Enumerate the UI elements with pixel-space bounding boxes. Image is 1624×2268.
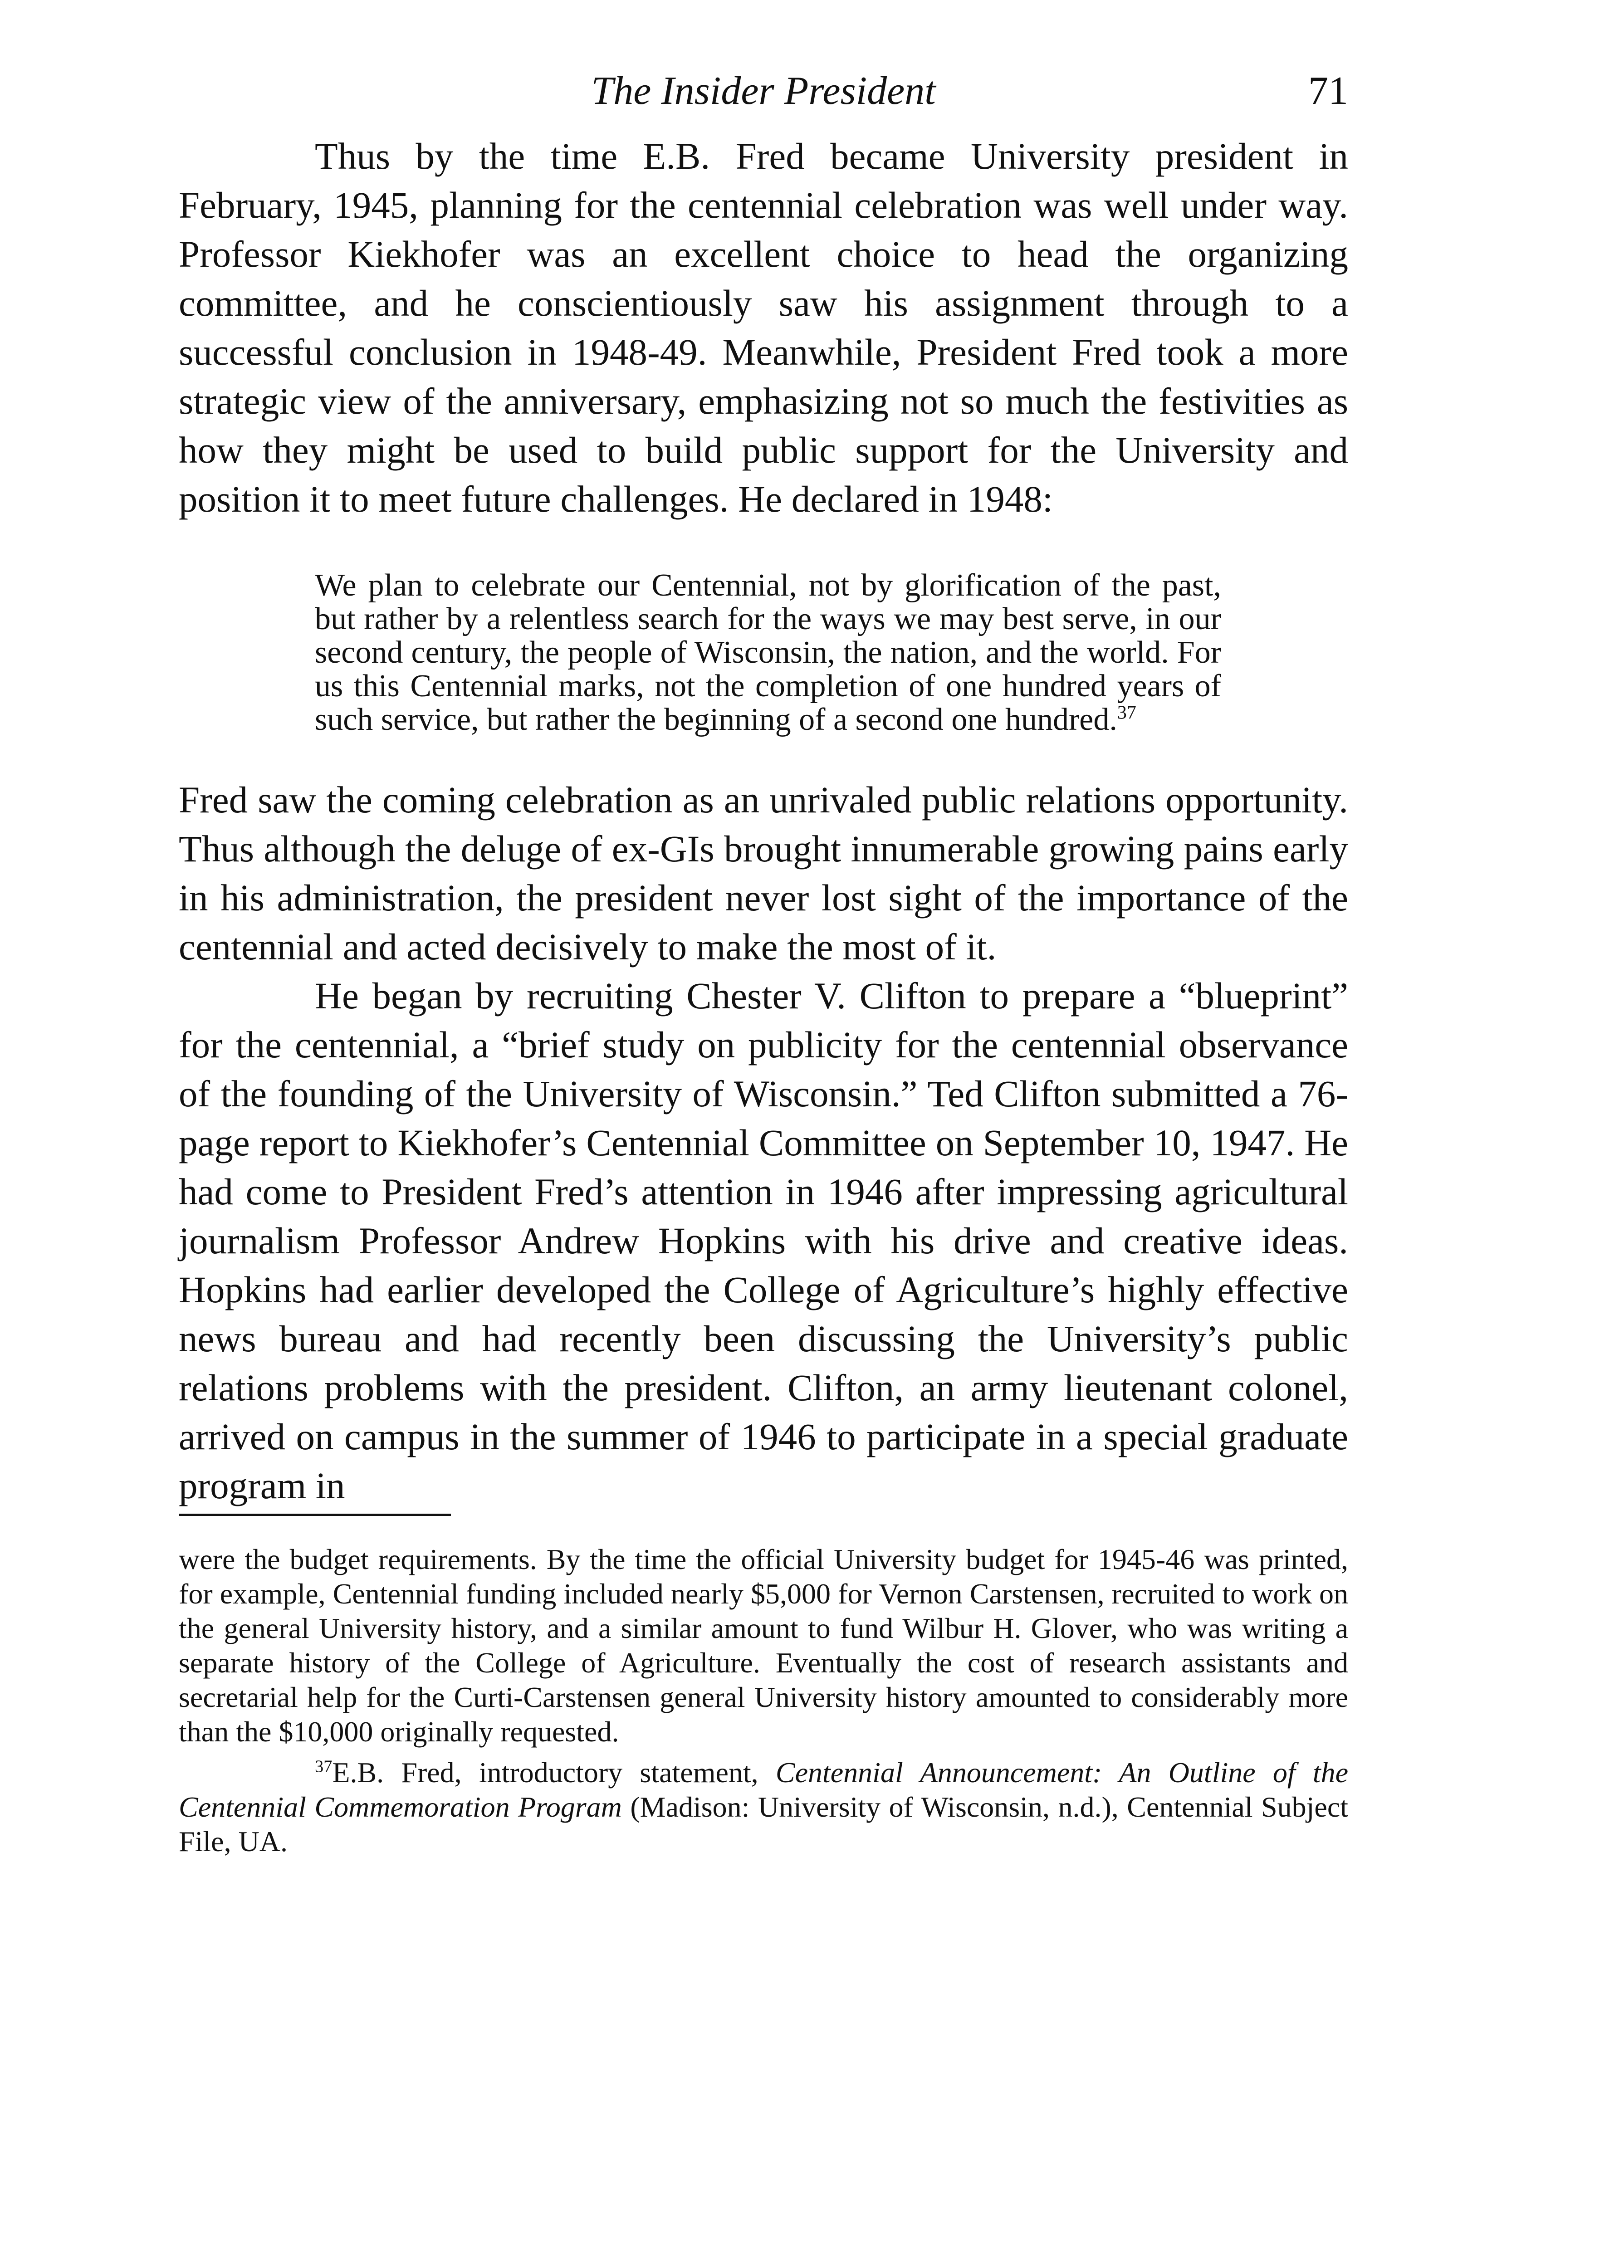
footnote-continued: were the budget requirements. By the time the official University budget for 1945-46 was printed, for example, Centennial funding included nearly $5,000 for Vernon Carstensen, recruited to work on the general University history, and a similar amount to fund Wilbur H. Glover, who was writing a separate history of the College of Agriculture. Eventually the cost of research assistants and secretarial help for the Curti-Carstensen general University history amounted to considerably more than the $10,000 originally requested. xyxy=(179,1543,1348,1748)
footnote-rule xyxy=(179,1514,451,1516)
running-title: The Insider President xyxy=(591,69,936,113)
footnote-ref-37: 37 xyxy=(1117,702,1136,723)
paragraph-3: He began by recruiting Chester V. Clifton to prepare a “blueprint” for the centennial, a “brief study on publicity for the centennial observance of the founding of the University of Wisconsin.” Ted Clifton submitted a 76-page report to Kiekhofer’s Centennial Committee on September 10, 1947. He had come to President Fred’s attention in 1946 after impressing agricultural journalism Professor Andrew Hopkins with his drive and creative ideas. Hopkins had earlier developed the College of Agriculture’s highly effective news bureau and had recently been discussing the University’s public relations problems with the president. Clifton, an army lieutenant colonel, arrived on campus in the summer of 1946 to participate in a special graduate program in xyxy=(179,975,1348,1506)
footnote-37-text-a: E.B. Fred, introductory statement, xyxy=(332,1756,776,1789)
footnote-37-text-b: (Madison: University of Wisconsin, n.d.), Centennial Subject File, UA. xyxy=(179,1791,1349,1857)
footnote-37-number: 37 xyxy=(315,1757,333,1776)
paragraph-1: Thus by the time E.B. Fred became University president in February, 1945, planning for the centennial celebration was well under way. Professor Kiekhofer was an excellent choice to head the organizing committee, and he conscientiously saw his assignment through to a successful conclusion in 1948-49. Meanwhile, President Fred took a more strategic view of the anniversary, emphasizing not so much the festivities as how they might be used to build public support for the University and position it to meet future challenges. He declared in 1948: xyxy=(179,135,1348,520)
footnote-37 xyxy=(179,1755,1348,1859)
paragraph-2: Fred saw the coming celebration as an unrivaled public relations opportunity. Thus although the deluge of ex-GIs brought innumerable growing pains early in his administration, the president never lost sight of the importance of the centennial and acted decisively to make the most of it. xyxy=(179,779,1348,968)
block-quote-text: We plan to celebrate our Centennial, not by glorification of the past, but rather by a relentless search for the ways we may best serve, in our second century, the people of Wisconsin, the nation, and the world. For us this Centennial marks, not the completion of one hundred years of such service, but rather the beginning of a second one hundred. xyxy=(315,568,1221,737)
page-number: 71 xyxy=(1308,69,1348,113)
body-text xyxy=(179,132,1348,1510)
page-header xyxy=(179,68,1348,132)
book-page xyxy=(179,68,1348,1859)
footnote-37-title: Centennial Announcement: An Outline of the Centennial Commemoration Program xyxy=(179,1756,1349,1823)
footnotes xyxy=(179,1542,1348,1859)
block-quote xyxy=(315,569,1221,737)
